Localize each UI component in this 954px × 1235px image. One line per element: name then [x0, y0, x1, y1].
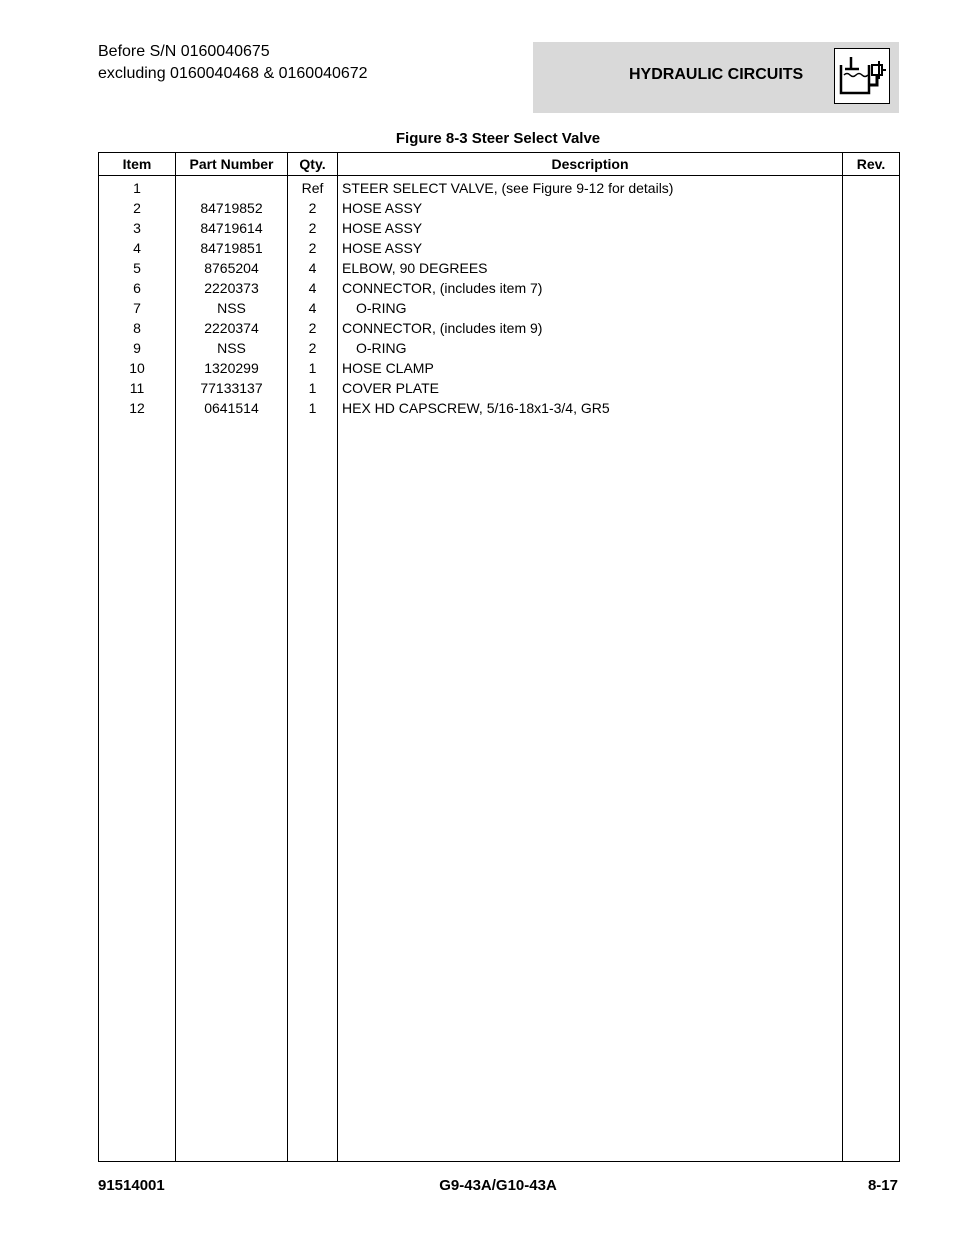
item-number: 4: [99, 238, 176, 258]
revision: [843, 358, 900, 378]
table-row: [99, 358, 900, 378]
figure-title: Figure 8-3 Steer Select Valve: [395, 130, 601, 147]
column-header-item: Item: [99, 153, 176, 176]
footer-model: G9-43A/G10-43A: [439, 1177, 557, 1194]
part-number: 84719851: [176, 238, 288, 258]
quantity: 2: [288, 198, 338, 218]
column-header-rev: Rev.: [843, 153, 900, 176]
item-number: 12: [99, 398, 176, 418]
part-number: 8765204: [176, 258, 288, 278]
quantity: 4: [288, 278, 338, 298]
quantity: 4: [288, 258, 338, 278]
part-number: NSS: [176, 298, 288, 318]
description: HOSE CLAMP: [338, 358, 843, 378]
revision: [843, 318, 900, 338]
table-row: [99, 338, 900, 358]
revision: [843, 298, 900, 318]
item-number: 11: [99, 378, 176, 398]
quantity: 1: [288, 358, 338, 378]
column-header-part-number: Part Number: [176, 153, 288, 176]
item-number: 6: [99, 278, 176, 298]
description: STEER SELECT VALVE, (see Figure 9-12 for details): [338, 176, 843, 199]
revision: [843, 398, 900, 418]
footer-doc-number: 91514001: [98, 1177, 165, 1194]
revision: [843, 378, 900, 398]
item-number: 10: [99, 358, 176, 378]
column-header-qty: Qty.: [288, 153, 338, 176]
table-header-row: [99, 153, 900, 176]
part-number: 77133137: [176, 378, 288, 398]
table-row: [99, 318, 900, 338]
description: ELBOW, 90 DEGREES: [338, 258, 843, 278]
serial-line-2: excluding 0160040468 & 0160040672: [98, 65, 368, 82]
table-row: [99, 198, 900, 218]
quantity: Ref: [288, 176, 338, 199]
description: [338, 338, 843, 358]
description: CONNECTOR, (includes item 9): [338, 318, 843, 338]
description: HOSE ASSY: [338, 198, 843, 218]
part-number: [176, 176, 288, 199]
description: HEX HD CAPSCREW, 5/16-18x1-3/4, GR5: [338, 398, 843, 418]
table-row: [99, 278, 900, 298]
item-number: 3: [99, 218, 176, 238]
section-header: [533, 42, 899, 113]
quantity: 1: [288, 398, 338, 418]
description: HOSE ASSY: [338, 218, 843, 238]
table-row: [99, 238, 900, 258]
revision: [843, 198, 900, 218]
table-filler-row: [99, 418, 900, 1162]
item-number: 2: [99, 198, 176, 218]
table-row: [99, 298, 900, 318]
column-header-description: Description: [338, 153, 843, 176]
description: CONNECTOR, (includes item 7): [338, 278, 843, 298]
revision: [843, 338, 900, 358]
table-row: [99, 398, 900, 418]
quantity: 1: [288, 378, 338, 398]
revision: [843, 278, 900, 298]
part-number: NSS: [176, 338, 288, 358]
part-number: 84719852: [176, 198, 288, 218]
item-number: 5: [99, 258, 176, 278]
quantity: 2: [288, 238, 338, 258]
revision: [843, 176, 900, 199]
revision: [843, 218, 900, 238]
table-row: [99, 378, 900, 398]
part-number: 2220373: [176, 278, 288, 298]
item-number: 7: [99, 298, 176, 318]
table-row: [99, 258, 900, 278]
quantity: 2: [288, 338, 338, 358]
footer-page-number: 8-17: [867, 1177, 898, 1194]
quantity: 2: [288, 218, 338, 238]
table-row: [99, 176, 900, 199]
description: COVER PLATE: [338, 378, 843, 398]
part-number: 1320299: [176, 358, 288, 378]
revision: [843, 238, 900, 258]
quantity: 4: [288, 298, 338, 318]
serial-range: [98, 41, 368, 85]
item-number: 9: [99, 338, 176, 358]
part-number: 2220374: [176, 318, 288, 338]
table-row: [99, 218, 900, 238]
item-number: 8: [99, 318, 176, 338]
description-text: O-RING: [356, 340, 407, 356]
item-number: 1: [99, 176, 176, 199]
parts-table: [98, 152, 900, 1162]
part-number: 84719614: [176, 218, 288, 238]
hydraulic-circuit-icon: [834, 48, 890, 104]
description: HOSE ASSY: [338, 238, 843, 258]
description-text: O-RING: [356, 300, 407, 316]
section-title: HYDRAULIC CIRCUITS: [629, 66, 804, 83]
quantity: 2: [288, 318, 338, 338]
description: [338, 298, 843, 318]
part-number: 0641514: [176, 398, 288, 418]
serial-line-1: Before S/N 0160040675: [98, 43, 270, 60]
revision: [843, 258, 900, 278]
